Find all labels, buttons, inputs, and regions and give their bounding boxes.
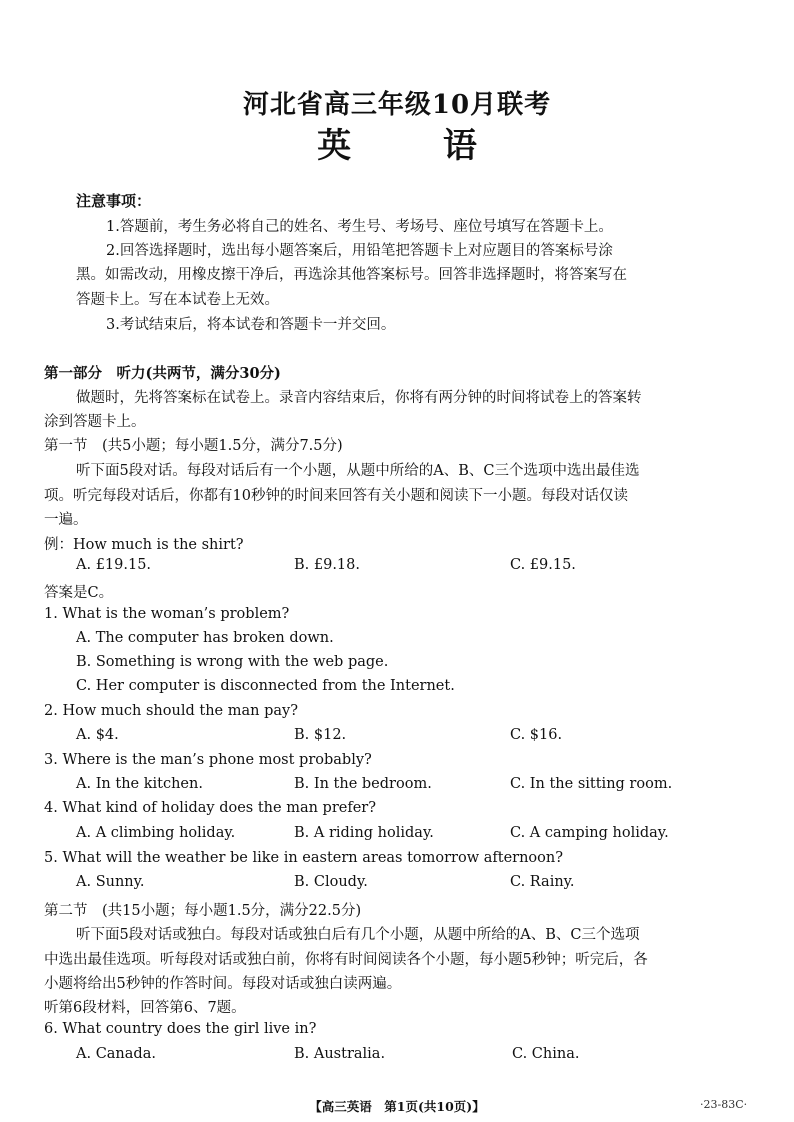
section2-instr-line-1: 听下面5段对话或独白。每段对话或独白后有几个小题，从题中所给的A、B、C三个选项: [76, 927, 640, 943]
section1-instr-line-2: 项。听完每段对话后，你都有10秒钟的时间来回答有关小题和阅读下一小题。每段对话仅读: [44, 488, 628, 504]
question-5: 5. What will the weather be like in eastern areas tomorrow afternoon?: [44, 850, 564, 866]
section2-instr-line-3: 小题将给出5秒钟的作答时间。每段对话或独白读两遍。: [44, 976, 402, 992]
example-answer: 答案是C。: [44, 585, 114, 601]
question-2-option-a: A. $4.: [76, 727, 119, 743]
material-6-instruction: 听第6段材料，回答第6、7题。: [44, 1000, 246, 1016]
section2-heading: 第二节 (共15小题；每小题1.5分，满分22.5分): [44, 903, 362, 919]
exam-title: 河北省高三年级10月联考: [242, 90, 552, 120]
question-4: 4. What kind of holiday does the man prefer?: [44, 800, 376, 816]
question-5-option-a: A. Sunny.: [76, 874, 145, 890]
question-1-option-a: A. The computer has broken down.: [76, 630, 334, 646]
question-6-option-c: C. China.: [512, 1046, 580, 1062]
example-option-a: A. £19.15.: [76, 557, 152, 573]
question-3-option-b: B. In the bedroom.: [294, 776, 432, 792]
question-3-option-a: A. In the kitchen.: [76, 776, 203, 792]
notice-item-2-line-1: 2.回答选择题时，选出每小题答案后，用铅笔把答题卡上对应题目的答案标号涂: [106, 243, 613, 259]
notice-item-2-line-2: 黑。如需改动，用橡皮擦干净后，再选涂其他答案标号。回答非选择题时，将答案写在: [76, 267, 627, 283]
page-footer: 【高三英语 第1页(共10页)】: [309, 1099, 485, 1114]
example-option-c: C. £9.15.: [510, 557, 576, 573]
notice-heading: 注意事项：: [76, 192, 152, 210]
question-2-option-b: B. $12.: [294, 727, 347, 743]
section1-instr-line-3: 一遍。: [44, 512, 88, 528]
question-3: 3. Where is the man’s phone most probably?: [44, 752, 372, 768]
question-4-option-a: A. A climbing holiday.: [76, 825, 236, 841]
question-1-option-b: B. Something is wrong with the web page.: [76, 654, 389, 670]
section1-heading: 第一节 (共5小题；每小题1.5分，满分7.5分): [44, 438, 343, 454]
notice-item-2-line-3: 答题卡上。写在本试卷上无效。: [76, 292, 279, 308]
notice-item-1: 1.答题前，考生务必将自己的姓名、考生号、考场号、座位号填写在答题卡上。: [106, 219, 613, 235]
question-6-option-b: B. Australia.: [294, 1046, 386, 1062]
example-option-b: B. £9.18.: [294, 557, 360, 573]
question-3-option-c: C. In the sitting room.: [510, 776, 673, 792]
subject-title: 英 语: [317, 126, 517, 166]
question-5-option-c: C. Rainy.: [510, 874, 575, 890]
question-1-option-c: C. Her computer is disconnected from the Internet.: [76, 678, 455, 694]
notice-item-3: 3.考试结束后，将本试卷和答题卡一并交回。: [106, 317, 396, 333]
question-6-option-a: A. Canada.: [76, 1046, 156, 1062]
section1-instr-line-1: 听下面5段对话。每段对话后有一个小题，从题中所给的A、B、C三个选项中选出最佳选: [76, 463, 640, 479]
part1-intro-line-1: 做题时，先将答案标在试卷上。录音内容结束后，你将有两分钟的时间将试卷上的答案转: [76, 390, 642, 406]
part1-intro-line-2: 涂到答题卡上。: [44, 414, 146, 430]
question-2: 2. How much should the man pay?: [44, 703, 298, 719]
section2-instr-line-2: 中选出最佳选项。听每段对话或独白前，你将有时间阅读各个小题，每小题5秒钟；听完后，各: [44, 952, 648, 968]
example-question: 例：How much is the shirt?: [44, 537, 244, 553]
question-6: 6. What country does the girl live in?: [44, 1021, 317, 1037]
part1-heading: 第一部分 听力(共两节，满分30分): [44, 365, 281, 382]
paper-code: ·23-83C·: [700, 1098, 748, 1111]
question-4-option-b: B. A riding holiday.: [294, 825, 434, 841]
question-1: 1. What is the woman’s problem?: [44, 606, 290, 622]
question-2-option-c: C. $16.: [510, 727, 563, 743]
question-5-option-b: B. Cloudy.: [294, 874, 368, 890]
question-4-option-c: C. A camping holiday.: [510, 825, 669, 841]
